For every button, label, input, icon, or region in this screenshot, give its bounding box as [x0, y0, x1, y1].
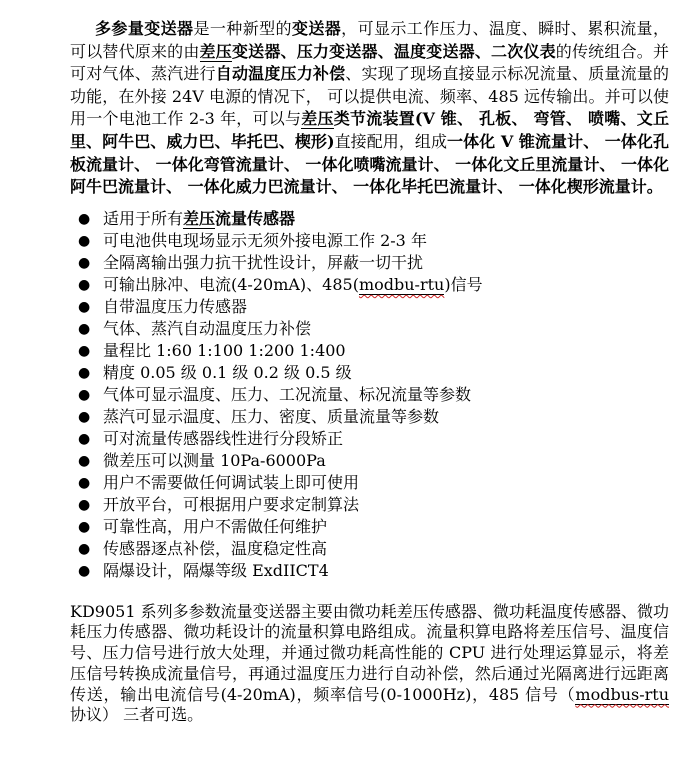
- emphasized-text: modbu-rtu: [358, 274, 445, 294]
- feature-text: [103, 407, 439, 426]
- text-run: 直接配用，组成: [334, 131, 448, 151]
- emphasized-text: 一体化 V 锥流量计、 一体化孔板流量计、 一体化弯管流量计、 一体化喷嘴流量计、 一体化文丘里流量计、 一体化阿牛巴流量计、 一体化威力巴流量计、 一体化毕托巴流量计、 一体化楔形流量计。: [70, 131, 669, 197]
- list-item: [78, 230, 669, 252]
- bullet-icon: ●: [78, 430, 91, 447]
- feature-text: [103, 231, 427, 250]
- emphasized-text: 变送器、压力变送器、温度变送器、二次仪表: [231, 41, 556, 61]
- bullet-icon: ●: [78, 232, 91, 249]
- bullet-icon: ●: [78, 342, 91, 359]
- text-run: 蒸汽可显示温度、压力、密度、质量流量等参数: [103, 406, 440, 426]
- feature-text: [103, 385, 471, 404]
- text-run: 、实现了现场直接显示标况流量、质量流量的功能，在外接 24V 电源的情况下， 可以提供电流、频率、485 远传输出。并可以使用一个电池工作 2-3 年，可以与: [70, 64, 669, 129]
- text-run: )信号: [444, 274, 483, 294]
- feature-text: [103, 561, 329, 580]
- text-run: 用户不需要做任何调试装上即可使用: [103, 472, 360, 492]
- bullet-icon: ●: [78, 540, 91, 557]
- text-run: 可输出脉冲、电流(4-20mA)、485(: [103, 274, 359, 294]
- list-item: [78, 516, 669, 538]
- feature-text: [103, 253, 423, 272]
- list-item: [78, 252, 669, 274]
- text-run: 适用于所有: [103, 208, 184, 228]
- feature-text: [103, 451, 326, 470]
- list-item: [78, 450, 669, 472]
- list-item: [78, 340, 669, 362]
- list-item: [78, 318, 669, 340]
- bullet-icon: ●: [78, 496, 91, 513]
- feature-text: [103, 363, 352, 382]
- list-item: [78, 296, 669, 318]
- bullet-icon: ●: [78, 320, 91, 337]
- text-run: 可靠性高，用户不需做任何维护: [103, 516, 328, 536]
- emphasized-text: 流量传感器: [215, 208, 296, 228]
- feature-text: [103, 539, 327, 558]
- feature-text: [103, 517, 327, 536]
- list-item: [78, 428, 669, 450]
- list-item: [78, 494, 669, 516]
- outro-paragraph: [70, 602, 669, 726]
- emphasized-text: 类节流装置(V 锥、 孔板、 弯管、 喷嘴、文丘里、阿牛巴、威力巴、毕托巴、楔形): [70, 109, 669, 151]
- feature-list: [70, 208, 669, 582]
- text-run: 精度 0.05 级 0.1 级 0.2 级 0.5 级: [103, 362, 352, 382]
- bullet-icon: ●: [78, 474, 91, 491]
- bullet-icon: ●: [78, 452, 91, 469]
- text-run: 可对流量传感器线性进行分段矫正: [103, 428, 344, 448]
- text-run: 气体可显示温度、压力、工况流量、标况流量等参数: [103, 384, 472, 404]
- text-run: 开放平台，可根据用户要求定制算法: [103, 494, 360, 514]
- text-run: ，可显示工作压力、温度、瞬时、累积流量，可以替代原来的由: [70, 19, 669, 61]
- list-item: [78, 560, 669, 582]
- text-run: 是一种新型的: [193, 19, 292, 38]
- list-item: [78, 472, 669, 494]
- intro-paragraph: [70, 18, 669, 199]
- text-run: 微差压可以测量 10Pa-6000Pa: [103, 450, 326, 470]
- feature-text: [103, 209, 295, 229]
- bullet-icon: ●: [78, 386, 91, 403]
- text-run: 的传统组合。并可对气体、蒸汽进行: [70, 41, 669, 84]
- feature-text: [103, 319, 311, 338]
- bullet-icon: ●: [78, 298, 91, 315]
- list-item: [78, 208, 669, 230]
- text-run: 可电池供电现场显示无须外接电源工作 2-3 年: [103, 230, 427, 250]
- list-item: [78, 384, 669, 406]
- emphasized-text: 变送器: [291, 19, 342, 38]
- list-item: [78, 406, 669, 428]
- bullet-icon: ●: [78, 364, 91, 381]
- text-run: 量程比 1:60 1:100 1:200 1:400: [103, 340, 346, 360]
- text-run: 隔爆设计，隔爆等级 ExdIICT4: [103, 560, 329, 580]
- feature-text: [103, 429, 343, 448]
- emphasized-text: 差压: [183, 208, 216, 228]
- list-item: [78, 538, 669, 560]
- bullet-icon: ●: [78, 254, 91, 271]
- feature-text: [103, 275, 483, 295]
- bullet-icon: ●: [78, 562, 91, 579]
- list-item: [78, 362, 669, 384]
- bullet-icon: ●: [78, 276, 91, 293]
- emphasized-text: 差压: [199, 41, 232, 61]
- bullet-icon: ●: [78, 210, 91, 227]
- text-run: 传感器逐点补偿，温度稳定性高: [103, 538, 328, 558]
- emphasized-text: 自动温度压力补偿: [215, 64, 346, 84]
- text-run: 全隔离输出强力抗干扰性设计，屏蔽一切干扰: [103, 252, 424, 272]
- list-item: [78, 274, 669, 296]
- text-run: 协议） 三者可选。: [70, 705, 204, 725]
- feature-text: [103, 297, 247, 316]
- text-run: 气体、蒸汽自动温度压力补偿: [103, 318, 312, 338]
- feature-text: [103, 495, 359, 514]
- emphasized-text: 差压: [301, 109, 334, 129]
- feature-text: [103, 473, 359, 492]
- text-run: KD9051 系列多参数流量变送器主要由微功耗差压传感器、微功耗温度传感器、微功耗压力传感器、微功耗设计的流量积算电路组成。流量积算电路将差压信号、温度信号、压力信号进行放大处理，并通过微功耗高性能的 CPU 进行处理运算显示，将差压信号转换成流量信号，再通过温度压力进行自动补偿，然后通过光隔离进行远距离传送，输出电流信号(4-20mA)，频率信号(0-1000Hz)，485 信号（: [70, 601, 669, 704]
- text-run: 自带温度压力传感器: [103, 296, 248, 316]
- bullet-icon: ●: [78, 518, 91, 535]
- emphasized-text: 多参量变送器: [95, 19, 194, 38]
- emphasized-text: modbus-rtu: [575, 684, 669, 704]
- feature-text: [103, 341, 346, 360]
- bullet-icon: ●: [78, 408, 91, 425]
